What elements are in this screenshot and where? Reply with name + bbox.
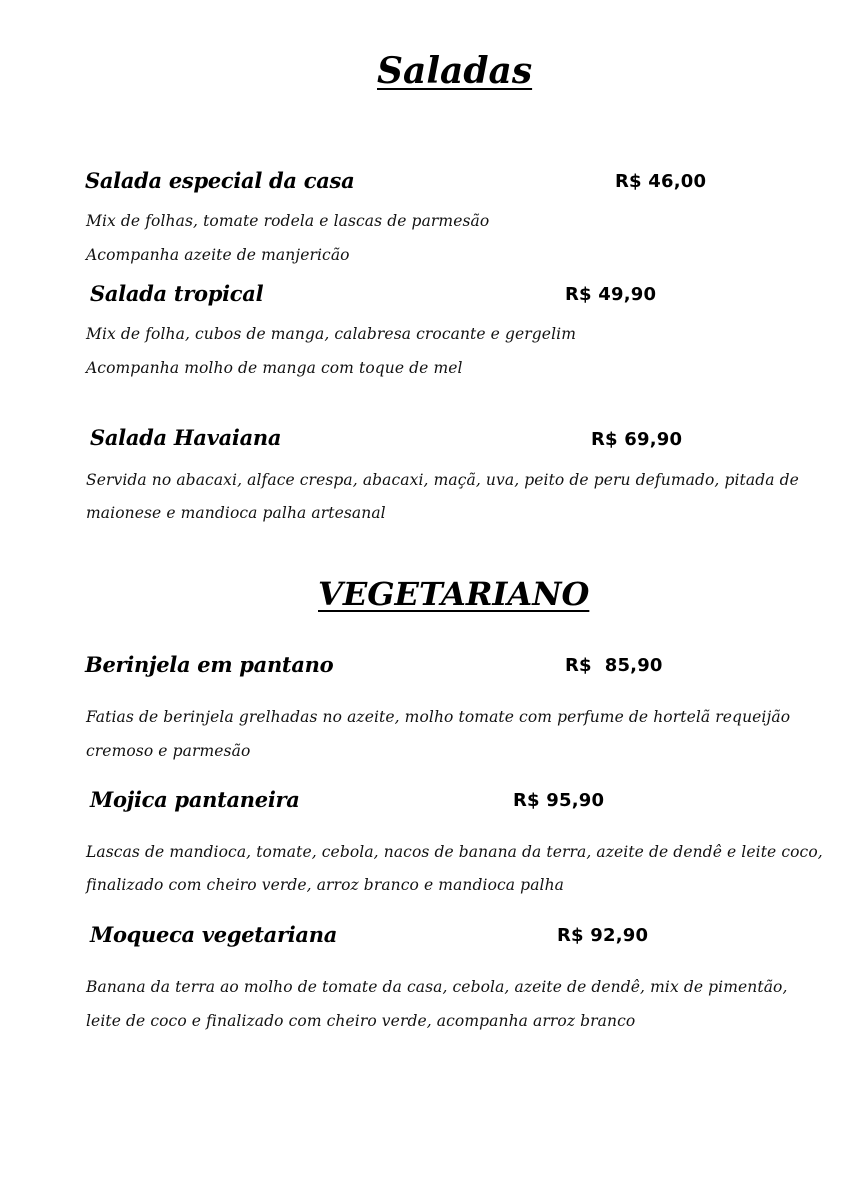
item-name: Berinjela em pantano xyxy=(85,652,334,677)
item-price: R$ 69,90 xyxy=(591,429,683,450)
item-description-line: Mix de folha, cubos de manga, calabresa crocante e gergelim xyxy=(86,325,576,343)
item-name: Salada tropical xyxy=(90,281,264,306)
item-description-line: leite de coco e finalizado com cheiro verde, acompanha arroz branco xyxy=(86,1012,636,1030)
item-name: Salada Havaiana xyxy=(90,425,282,450)
item-description-line: Acompanha molho de manga com toque de mel xyxy=(86,359,463,377)
item-description-line: cremoso e parmesão xyxy=(86,742,251,760)
item-price: R$ 85,90 xyxy=(565,655,663,676)
item-description-line: Lascas de mandioca, tomate, cebola, nacos de banana da terra, azeite de dendê e leite coco, xyxy=(86,843,823,861)
item-description-line: Mix de folhas, tomate rodela e lascas de parmesão xyxy=(86,212,490,230)
item-description-line: maionese e mandioca palha artesanal xyxy=(86,504,386,522)
item-name: Mojica pantaneira xyxy=(90,787,300,812)
item-description-line: Acompanha azeite de manjericão xyxy=(86,246,350,264)
item-description-line: Fatias de berinjela grelhadas no azeite, molho tomate com perfume de hortelã requeijão xyxy=(86,708,791,726)
item-description-line: Servida no abacaxi, alface crespa, abacaxi, maçã, uva, peito de peru defumado, pitada de xyxy=(86,471,799,489)
item-description-line: Banana da terra ao molho de tomate da casa, cebola, azeite de dendê, mix de pimentão, xyxy=(86,978,788,996)
item-price: R$ 92,90 xyxy=(557,925,649,946)
item-price: R$ 49,90 xyxy=(565,284,657,305)
item-name: Moqueca vegetariana xyxy=(90,922,338,947)
item-price: R$ 95,90 xyxy=(513,790,605,811)
section-title-vegetariano: VEGETARIANO xyxy=(318,575,590,613)
item-name: Salada especial da casa xyxy=(85,168,355,193)
section-title-saladas: Saladas xyxy=(377,50,533,92)
item-description-line: finalizado com cheiro verde, arroz branco e mandioca palha xyxy=(86,876,565,894)
item-price: R$ 46,00 xyxy=(615,171,707,192)
